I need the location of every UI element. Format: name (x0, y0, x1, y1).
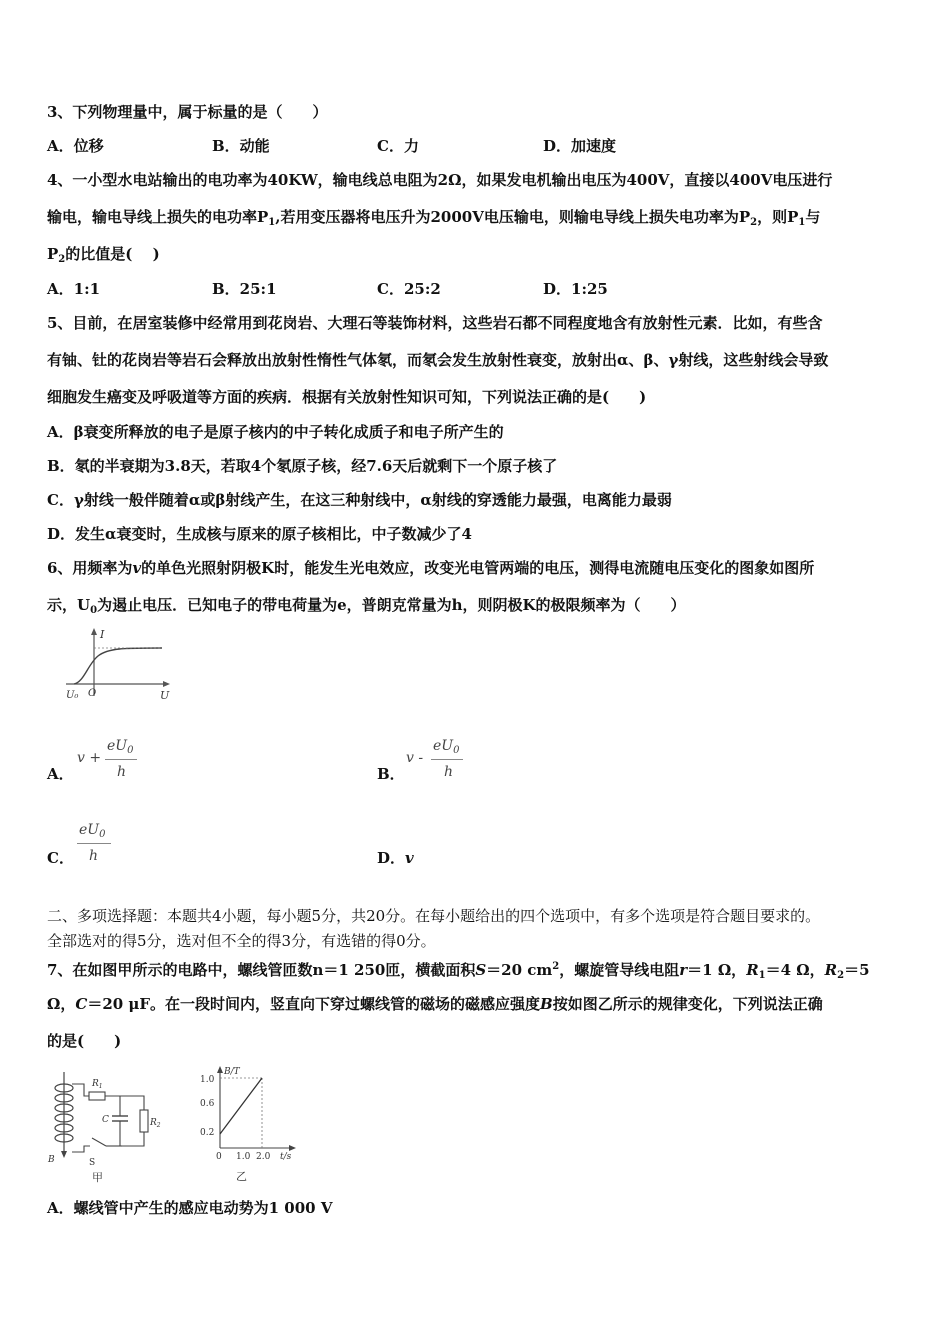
q6-var-v: v (132, 559, 142, 577)
q6-option-a-num (107, 738, 133, 756)
bt-y-arrow (217, 1066, 223, 1073)
q6-option-d-value: v (405, 849, 414, 867)
q4-text: 与 (805, 208, 821, 226)
q7-text: ＝5 (844, 961, 870, 979)
q4-sub: 1 (268, 217, 276, 228)
q7-text: ＝4 Ω， (765, 961, 825, 979)
q6-origin-label: O (88, 688, 97, 699)
q7-text: ＝20 cm (486, 961, 553, 979)
q6-text: 6、用频率为 (47, 559, 133, 577)
resistor-r2 (140, 1110, 148, 1132)
q5-stem-line2: 有铀、钍的花岗岩等岩石会释放出放射性惰性气体氡，而氡会发生放射性衰变，放射出α、β、γ射线，这些射线会导致 (47, 351, 829, 369)
circuit-caption: 甲 (92, 1171, 103, 1184)
resistor-r1 (89, 1092, 105, 1100)
q6-option-a-den: h (117, 764, 127, 780)
bt-series-line (220, 1078, 262, 1134)
num-sub: 0 (99, 829, 106, 840)
s-label: S (89, 1158, 96, 1168)
q6-option-c-den: h (89, 848, 99, 864)
b-label: B (48, 1155, 55, 1165)
wire-bottom-left (72, 1146, 90, 1152)
q6-iu-graph (44, 624, 174, 709)
b-field-arrow-icon (61, 1151, 67, 1158)
bt-x-arrow (289, 1145, 296, 1151)
q7-var: C (75, 995, 88, 1013)
q6-y-arrow (91, 628, 97, 635)
q6-option-a-label: A． (47, 765, 74, 783)
q5-stem-line1: 5、目前，在居室装修中经常用到花岗岩、大理石等装饰材料，这些岩石都不同程度地含有放射性元素．比如，有些含 (47, 314, 823, 332)
q7-text: ，螺旋管导线电阻 (559, 961, 680, 979)
q4-stem-line3 (47, 244, 910, 270)
num-text: eU (107, 738, 128, 754)
q6-x-label: U (160, 689, 170, 702)
bt-plot (220, 1078, 262, 1148)
wire-top-right (105, 1096, 144, 1110)
r1-label: $R_1$ (92, 1079, 103, 1090)
q6-option-b-formula (406, 738, 476, 786)
q6-stem-line2 (47, 595, 910, 621)
q6-option-a-pre: v + (77, 750, 102, 766)
wire-bottom-right (122, 1132, 144, 1146)
q6-curve (74, 648, 162, 684)
q5-option-a: A．β衰变所释放的电子是原子核内的中子转化成质子和电子所产生的 (47, 423, 504, 441)
q3-stem: 3、下列物理量中，属于标量的是（ ） (47, 103, 328, 121)
num-text: eU (433, 738, 454, 754)
bt-y-tick-1: 1.0 (200, 1075, 215, 1085)
bt-y-tick-2: 0.6 (200, 1099, 215, 1109)
q7-text: 7、在如图甲所示的电路中，螺线管匝数n＝1 250匝，横截面积 (47, 961, 476, 979)
q6-text: 的单色光照射阴极K时，能发生光电效应，改变光电管两端的电压，测得电流随电压变化的图象如图所 (141, 559, 815, 577)
num-sub: 0 (453, 745, 460, 756)
wire-top-left (72, 1084, 89, 1096)
q6-option-c-num (79, 822, 105, 840)
q6-option-b-label: B． (377, 765, 405, 783)
q5-stem-line3: 细胞发生癌变及呼吸道等方面的疾病．根据有关放射性知识可知，下列说法正确的是( ) (47, 388, 647, 406)
q6-text: 示，U (47, 596, 91, 614)
q7-text: Ω， (47, 995, 76, 1013)
q6-text: 为遏止电压．已知电子的带电荷量为e，普朗克常量为h，则阴极K的极限频率为（ ） (97, 596, 686, 614)
q7-sub: 2 (837, 970, 845, 981)
q4-text: P (47, 245, 59, 263)
q4-sub: 2 (58, 254, 66, 265)
c-label: C (102, 1115, 109, 1125)
q4-text: 输电，输电导线上损失的电功率P (47, 208, 269, 226)
q7-text: ＝1 Ω， (687, 961, 747, 979)
q7-text: ＝20 μF。在一段时间内，竖直向下穿过螺线管的磁场的磁感应强度 (87, 995, 541, 1013)
q7-circuit-diagram (44, 1066, 174, 1186)
q7-sub: 1 (758, 970, 766, 981)
q7-sup: 2 (552, 961, 560, 972)
fraction-bar (431, 759, 463, 760)
q7-stem-line3: 的是( ) (47, 1032, 122, 1050)
q7-bt-graph (196, 1062, 306, 1186)
q6-option-c-formula (77, 822, 117, 870)
q6-sub: 0 (90, 605, 98, 616)
q4-text: ，则P (757, 208, 799, 226)
q4-sub: 1 (798, 217, 806, 228)
q4-text: 的比值是( ) (65, 245, 160, 263)
q7-text: 按如图乙所示的规律变化，下列说法正确 (552, 995, 823, 1013)
q7-var: S (475, 961, 487, 979)
q4-text: ,若用变压器将电压升为2000V电压输电，则输电导线上损失电功率为P (275, 208, 751, 226)
q5-option-b: B．氡的半衰期为3.8天，若取4个氡原子核，经7.6天后就剩下一个原子核了 (47, 457, 558, 475)
q6-option-b-num (433, 738, 459, 756)
q4-option-a: A．1:1 (47, 280, 101, 298)
q7-var: R (746, 961, 759, 979)
q7-stem-line1 (47, 957, 910, 986)
q5-option-d: D．发生α衰变时，生成核与原来的原子核相比，中子数减少了4 (47, 525, 472, 543)
r2-label: $R_2$ (150, 1118, 161, 1129)
q6-option-a-formula (77, 738, 147, 786)
q6-u0-label: U₀ (66, 690, 79, 701)
bt-x-tick-0: 0 (216, 1152, 222, 1162)
q3-option-a: A．位移 (47, 137, 104, 155)
q6-option-d (377, 848, 414, 868)
q6-y-label: I (100, 628, 105, 641)
q4-sub: 2 (750, 217, 758, 228)
q7-stem-line2 (47, 994, 910, 1014)
bt-y-tick-3: 0.2 (200, 1128, 215, 1138)
q7-var: B (540, 995, 553, 1013)
fraction-bar (105, 759, 137, 760)
q6-option-d-label: D． (377, 849, 406, 867)
q6-stem-line1 (47, 558, 910, 578)
q6-option-b-den: h (444, 764, 454, 780)
q4-option-c: C．25:2 (377, 280, 441, 298)
q5-option-c: C．γ射线一般伴随着α或β射线产生，在这三种射线中，α射线的穿透能力最强，电离能力最弱 (47, 491, 672, 509)
q4-stem-line1: 4、一小型水电站输出的电功率为40KW，输电线总电阻为2Ω，如果发电机输出电压为400V，直接以400V电压进行 (47, 171, 833, 189)
q4-option-d: D．1:25 (543, 280, 608, 298)
q3-option-b: B．动能 (212, 137, 270, 155)
fraction-bar (77, 843, 111, 844)
q3-option-c: C．力 (377, 137, 419, 155)
section2-line1: 二、多项选择题：本题共4小题，每小题5分，共20分。在每小题给出的四个选项中，有多个选项是符合题目要求的。 (47, 907, 821, 925)
bt-caption: 乙 (236, 1170, 247, 1183)
bt-x-tick-2: 2.0 (256, 1152, 271, 1162)
q6-option-b-pre: v - (406, 750, 424, 766)
q4-stem-line2 (47, 207, 910, 233)
q6-option-c-label: C． (47, 849, 74, 867)
num-sub: 0 (127, 745, 134, 756)
q4-option-b: B．25:1 (212, 280, 277, 298)
bt-x-label: t/s (280, 1152, 292, 1162)
q7-option-a: A．螺线管中产生的感应电动势为1 000 V (47, 1199, 333, 1217)
bt-y-label: B/T (224, 1067, 240, 1077)
switch-s (92, 1138, 106, 1146)
q7-var: r (679, 961, 688, 979)
q3-option-d: D．加速度 (543, 137, 617, 155)
q7-var: R (824, 961, 838, 979)
section2-line2: 全部选对的得5分，选对但不全的得3分，有选错的得0分。 (47, 932, 436, 950)
num-text: eU (79, 822, 100, 838)
bt-x-tick-1: 1.0 (236, 1152, 251, 1162)
q6-x-arrow (163, 681, 170, 687)
